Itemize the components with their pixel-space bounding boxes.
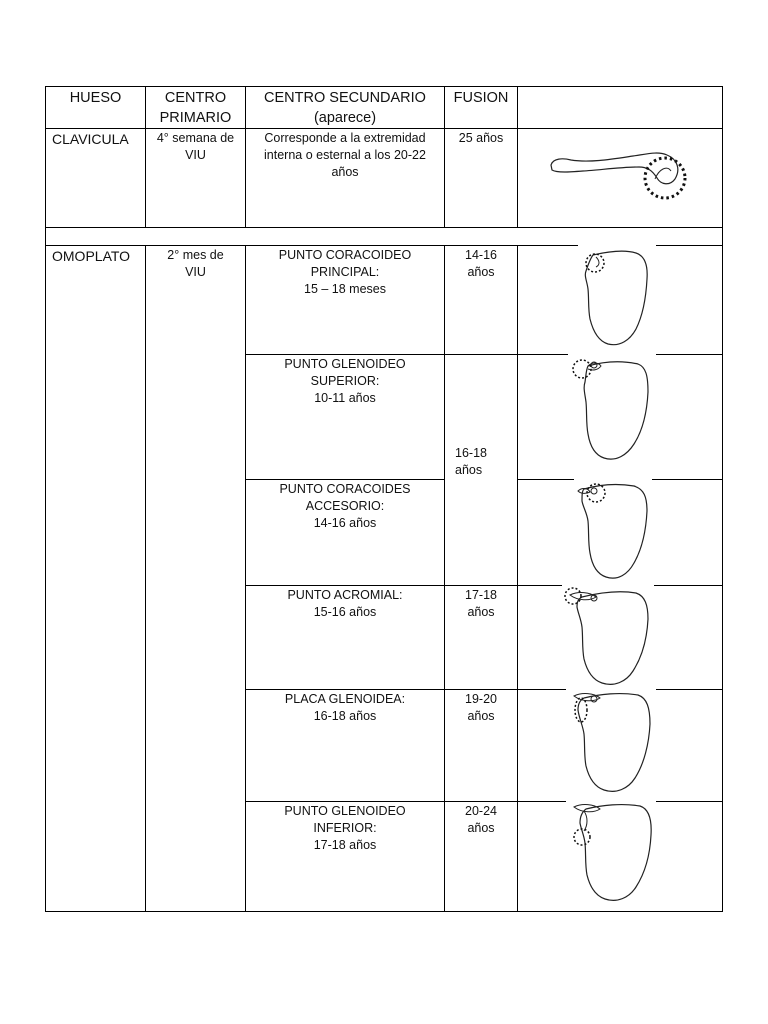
header-secundario-line: CENTRO SECUNDARIO	[264, 90, 426, 106]
secundario-line: 15-16 años	[313, 605, 377, 619]
fusion-line: años	[467, 821, 495, 835]
clavicula-fusion-value: 25 años	[458, 131, 504, 145]
scapula-accessory-coracoid-icon	[574, 477, 652, 583]
header-fusion	[445, 88, 517, 108]
clavicula-secundario	[246, 130, 444, 181]
table-rule	[245, 479, 445, 480]
secundario-line: INFERIOR:	[313, 821, 377, 835]
secundario-line: SUPERIOR:	[310, 374, 380, 388]
clavicula-hueso-label: CLAVICULA	[52, 131, 129, 147]
header-secundario-line: (aparece)	[313, 110, 377, 126]
omoplato-fusion-0	[445, 247, 517, 281]
header-centro-secundario	[246, 88, 444, 128]
omoplato-secundario-4	[246, 691, 444, 725]
omoplato-fusion-4	[445, 691, 517, 725]
omoplato-primario-line: VIU	[185, 265, 206, 279]
omoplato-fusion-shared	[445, 445, 517, 479]
scapula-inferior-glenoid-icon	[566, 797, 656, 907]
scapula-superior-glenoid-icon	[568, 352, 656, 464]
secundario-line: PUNTO GLENOIDEO	[284, 804, 406, 818]
scapula-glenoid-plate-icon	[566, 686, 656, 798]
secundario-line: 14-16 años	[313, 516, 377, 530]
secundario-line: PLACA GLENOIDEA:	[284, 692, 406, 706]
omoplato-fusion-5	[445, 803, 517, 837]
omoplato-secundario-2	[246, 481, 444, 532]
scapula-coracoid-icon	[578, 243, 656, 351]
secundario-line: PUNTO CORACOIDEO	[278, 248, 412, 262]
header-primario-line: CENTRO	[164, 90, 227, 106]
omoplato-primario-line: 2° mes de	[167, 248, 224, 262]
table-rule	[45, 227, 722, 228]
omoplato-secundario-5	[246, 803, 444, 854]
secundario-line: ACCESORIO:	[305, 499, 385, 513]
omoplato-fusion-3	[445, 587, 517, 621]
clavicula-primario	[146, 130, 245, 164]
omoplato-secundario-1	[246, 356, 444, 407]
fusion-line: 14-16	[465, 248, 497, 262]
secundario-line: PUNTO CORACOIDES	[279, 482, 411, 496]
header-primario-line: PRIMARIO	[159, 110, 232, 126]
secundario-line: 17-18 años	[313, 838, 377, 852]
clavicula-fusion	[445, 130, 517, 147]
fusion-line: años	[467, 709, 495, 723]
table-border-bottom	[45, 911, 722, 912]
table-col-divider	[517, 86, 518, 228]
secundario-line: PUNTO ACROMIAL:	[287, 588, 403, 602]
secundario-line: PRINCIPAL:	[310, 265, 380, 279]
table-border-right	[722, 86, 723, 912]
table-col-divider	[145, 245, 146, 912]
clavicula-primario-line: VIU	[185, 148, 206, 162]
omoplato-secundario-0	[246, 247, 444, 298]
table-border-top	[45, 86, 722, 87]
table-border-left	[45, 86, 46, 912]
clavicula-secundario-line: Corresponde a la extremidad	[264, 131, 426, 145]
header-fusion-label: FUSION	[453, 90, 509, 106]
secundario-line: 15 – 18 meses	[304, 282, 386, 296]
header-centro-primario	[146, 88, 245, 128]
header-hueso-label: HUESO	[69, 90, 122, 106]
fusion-line: 16-18	[455, 446, 487, 460]
secundario-line: 10-11 años	[314, 391, 376, 405]
scapula-acromial-icon	[562, 583, 654, 689]
fusion-line: 19-20	[465, 692, 497, 706]
clavicula-primario-line: 4° semana de	[156, 131, 235, 145]
header-hueso	[46, 88, 145, 108]
omoplato-hueso-label: OMOPLATO	[52, 248, 131, 264]
omoplato-hueso	[46, 248, 145, 265]
secundario-line: 16-18 años	[313, 709, 377, 723]
fusion-line: años	[467, 605, 495, 619]
fusion-line: años	[455, 463, 483, 477]
fusion-line: años	[467, 265, 495, 279]
clavicula-hueso	[46, 131, 145, 148]
clavicula-secundario-line: años	[331, 165, 359, 179]
fusion-line: 17-18	[465, 588, 497, 602]
table-col-divider	[517, 245, 518, 912]
clavicle-icon	[545, 145, 695, 207]
omoplato-primario	[146, 247, 245, 281]
omoplato-secundario-3	[246, 587, 444, 621]
table-rule	[45, 128, 722, 129]
secundario-line: PUNTO GLENOIDEO	[284, 357, 406, 371]
clavicula-secundario-line: interna o esternal a los 20-22	[264, 148, 426, 162]
fusion-line: 20-24	[465, 804, 497, 818]
